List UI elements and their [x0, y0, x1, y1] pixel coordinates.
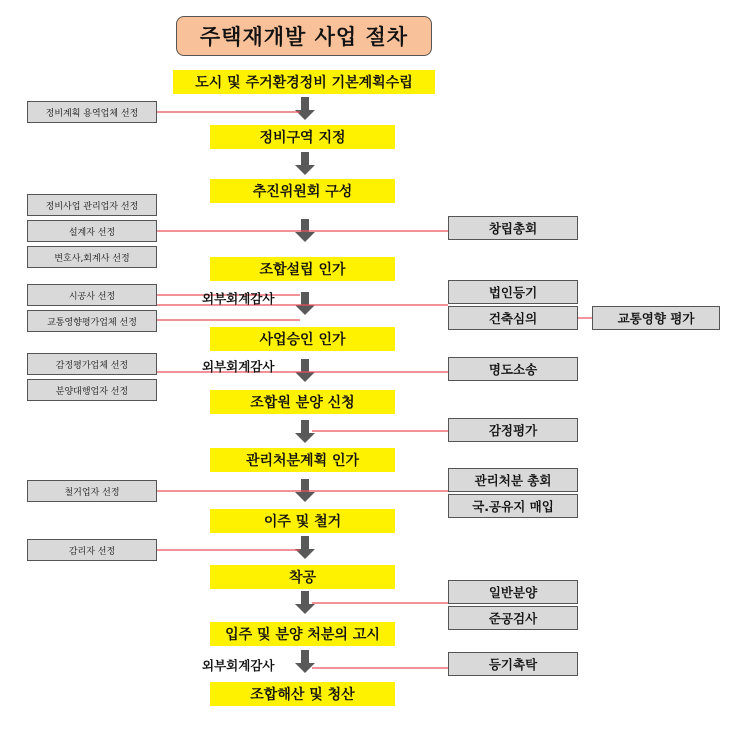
right-task-management-meeting: 관리처분 총회 [448, 468, 578, 492]
step-occupancy-notice: 입주 및 분양 처분의 고시 [210, 622, 395, 646]
note-external-audit-1: 외부회계감사 [202, 291, 275, 306]
flow-arrow-8 [295, 536, 315, 559]
left-task-appraisal-vendor: 감정평가업체 선정 [27, 353, 157, 375]
right-task-building-review: 건축심의 [448, 306, 578, 330]
left-task-demolition-vendor: 철거업자 선정 [27, 480, 157, 502]
step-committee: 추진위원회 구성 [210, 179, 395, 203]
step-basic-plan: 도시 및 주거환경정비 기본계획수립 [173, 70, 435, 94]
right-task-traffic-assessment: 교통영향 평가 [592, 306, 720, 330]
left-task-sales-agent: 분양대행업자 선정 [27, 379, 157, 401]
left-task-supervisor: 감리자 선정 [27, 539, 157, 561]
right-task-public-land-purchase: 국.공유지 매입 [448, 494, 578, 518]
step-member-application: 조합원 분양 신청 [210, 390, 395, 414]
left-task-designer: 설계자 선정 [27, 220, 157, 242]
step-dissolution: 조합해산 및 청산 [210, 682, 395, 706]
note-external-audit-2: 외부회계감사 [202, 359, 275, 374]
left-task-lawyer-accountant: 변호사,회계사 선정 [27, 246, 157, 268]
note-external-audit-3: 외부회계감사 [202, 658, 275, 673]
left-task-traffic-vendor: 교통영향평가업체 선정 [27, 310, 157, 332]
right-task-corporate-registration: 법인등기 [448, 280, 578, 304]
page-title: 주택재개발 사업 절차 [176, 16, 432, 56]
step-construction: 착공 [210, 565, 395, 589]
flow-arrow-2 [295, 152, 315, 175]
right-task-founding-meeting: 창립총회 [448, 216, 578, 240]
right-task-general-sale: 일반분양 [448, 580, 578, 604]
left-task-management-agent: 정비사업 관리업자 선정 [27, 194, 157, 216]
right-task-eviction-suit: 명도소송 [448, 357, 578, 381]
flow-arrow-10 [295, 650, 315, 673]
step-relocation: 이주 및 철거 [210, 509, 395, 533]
right-task-appraisal: 감정평가 [448, 418, 578, 442]
left-task-planning-vendor: 정비계획 용역업체 선정 [27, 101, 157, 123]
left-task-contractor: 시공사 선정 [27, 284, 157, 306]
step-management-approval: 관리처분계획 인가 [210, 448, 395, 472]
right-task-registration-request: 등기촉탁 [448, 652, 578, 676]
step-project-approval: 사업승인 인가 [210, 327, 395, 351]
right-task-completion-inspection: 준공검사 [448, 606, 578, 630]
step-union-approval: 조합설립 인가 [210, 257, 395, 281]
flow-arrow-5 [295, 359, 315, 382]
flow-arrow-1 [295, 97, 315, 120]
step-zone-designation: 정비구역 지정 [210, 125, 395, 149]
